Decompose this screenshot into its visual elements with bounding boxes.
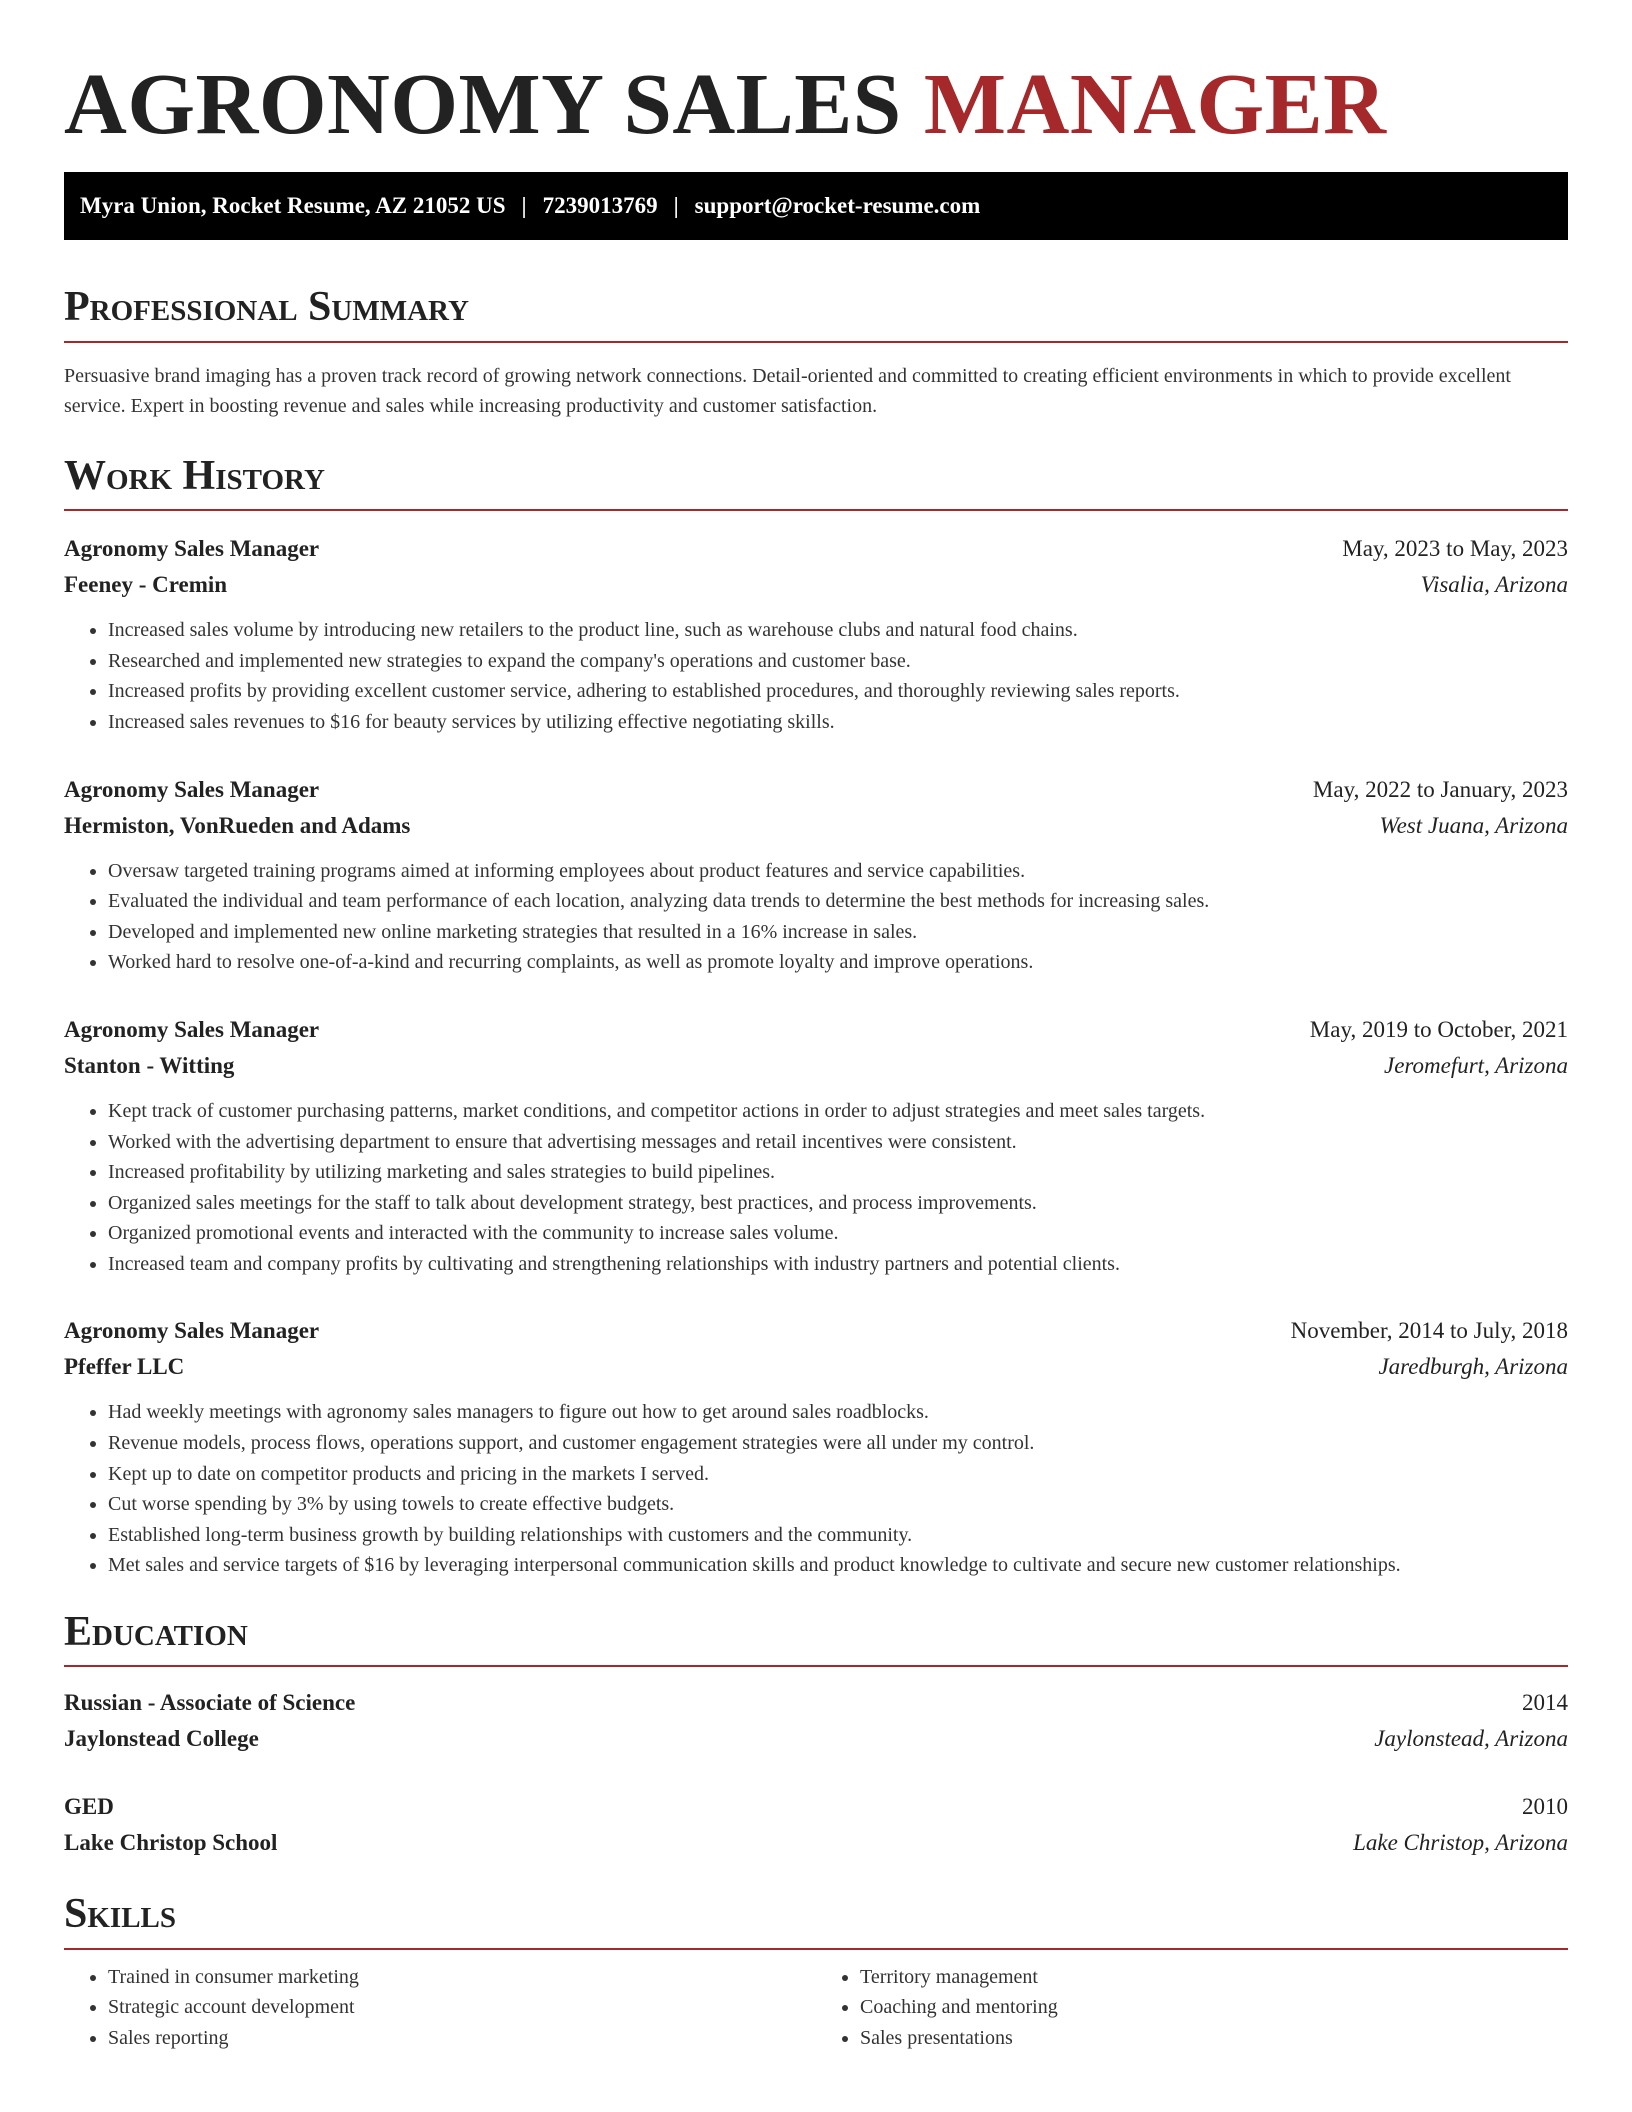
skills-column-right <box>816 1962 1568 2054</box>
job-bullet: • Worked with the advertising department to ensure that advertising messages and retail incentives were consistent. <box>108 1127 1568 1158</box>
job-location: Visalia, Arizona <box>1420 572 1568 598</box>
job-bullet: • Researched and implemented new strategies to expand the company's operations and customer base. <box>108 646 1568 677</box>
job-bullet: • Worked hard to resolve one-of-a-kind and recurring complaints, as well as promote loyalty and improve operations. <box>108 947 1568 978</box>
title-main: AGRONOMY SALES <box>64 55 902 152</box>
job-title: Agronomy Sales Manager <box>64 1016 320 1042</box>
work-history-heading: Work History <box>64 451 1568 511</box>
education-location: Jaylonstead, Arizona <box>1374 1726 1568 1752</box>
education-location: Lake Christop, Arizona <box>1353 1830 1568 1856</box>
job-bullet: • Organized sales meetings for the staff to talk about development strategy, best practices, and process improvements. <box>108 1188 1568 1219</box>
skill-item: • Sales reporting <box>108 2023 816 2054</box>
title-accent: MANAGER <box>923 55 1387 152</box>
job-location: West Juana, Arizona <box>1379 812 1568 838</box>
job-bullet: • Increased profits by providing excellent customer service, adhering to established procedures, and thoroughly reviewing sales reports. <box>108 676 1568 707</box>
education-year: 2014 <box>1522 1690 1568 1716</box>
job-bullet: • Kept track of customer purchasing patterns, market conditions, and competitor actions in order to adjust strategies and meet sales targets. <box>108 1096 1568 1127</box>
job-bullet: • Evaluated the individual and team performance of each location, analyzing data trends to determine the best methods for increasing sales. <box>108 886 1568 917</box>
skills-column-left <box>64 1962 816 2054</box>
education-year: 2010 <box>1522 1794 1568 1820</box>
job-header-row <box>64 1012 1568 1048</box>
job-company: Feeney - Cremin <box>64 572 228 598</box>
job-bullet: • Revenue models, process flows, operations support, and customer engagement strategies were all under my control. <box>108 1428 1568 1459</box>
job-bullet: • Had weekly meetings with agronomy sales managers to figure out how to get around sales roadblocks. <box>108 1397 1568 1428</box>
job-company-row <box>64 1048 1568 1084</box>
job-title: Agronomy Sales Manager <box>64 1318 320 1344</box>
education-degree-row <box>64 1685 1568 1721</box>
education-school-row <box>64 1721 1568 1757</box>
job-bullet: • Organized promotional events and interacted with the community to increase sales volume. <box>108 1218 1568 1249</box>
job-dates: May, 2023 to May, 2023 <box>1342 536 1568 562</box>
skills-heading: Skills <box>64 1889 1568 1949</box>
job-company: Stanton - Witting <box>64 1052 235 1078</box>
education-heading: Education <box>64 1607 1568 1667</box>
job-company: Hermiston, VonRueden and Adams <box>64 812 411 838</box>
page-title <box>64 52 1568 156</box>
job-location: Jaredburgh, Arizona <box>1378 1354 1568 1380</box>
job-company-row <box>64 567 1568 603</box>
job-bullet: • Established long-term business growth by building relationships with customers and the community. <box>108 1520 1568 1551</box>
job-bullet: • Increased sales volume by introducing new retailers to the product line, such as warehouse clubs and natural food chains. <box>108 615 1568 646</box>
job-bullets <box>64 1397 1568 1581</box>
contact-address: Myra Union, Rocket Resume, AZ 21052 US <box>80 193 506 219</box>
skill-item: • Territory management <box>860 1962 1568 1993</box>
job-bullet: • Increased profitability by utilizing marketing and sales strategies to build pipelines. <box>108 1157 1568 1188</box>
education-degree: GED <box>64 1794 114 1820</box>
job-company: Pfeffer LLC <box>64 1354 185 1380</box>
job-entry <box>64 531 1568 737</box>
contact-bar <box>64 172 1568 240</box>
education-entry <box>64 1685 1568 1757</box>
job-entry <box>64 1313 1568 1581</box>
job-header-row <box>64 772 1568 808</box>
contact-separator: | <box>673 193 679 219</box>
summary-heading: Professional Summary <box>64 282 1568 342</box>
job-bullet: • Increased sales revenues to $16 for beauty services by utilizing effective negotiating skills. <box>108 707 1568 738</box>
job-dates: May, 2019 to October, 2021 <box>1309 1016 1568 1042</box>
job-bullet: • Oversaw targeted training programs aimed at informing employees about product features and service capabilities. <box>108 856 1568 887</box>
skill-item: • Trained in consumer marketing <box>108 1962 816 1993</box>
job-location: Jeromefurt, Arizona <box>1384 1052 1568 1078</box>
job-bullet: • Cut worse spending by 3% by using towels to create effective budgets. <box>108 1489 1568 1520</box>
skill-item: • Strategic account development <box>108 1992 816 2023</box>
education-school: Jaylonstead College <box>64 1726 259 1752</box>
job-header-row <box>64 1313 1568 1349</box>
job-header-row <box>64 531 1568 567</box>
skill-item: • Sales presentations <box>860 2023 1568 2054</box>
job-bullet: • Increased team and company profits by cultivating and strengthening relationships with industry partners and potential clients. <box>108 1249 1568 1280</box>
contact-email: support@rocket-resume.com <box>694 193 981 219</box>
education-list <box>64 1685 1568 1861</box>
education-school: Lake Christop School <box>64 1830 278 1856</box>
job-dates: November, 2014 to July, 2018 <box>1290 1318 1568 1344</box>
job-bullets <box>64 856 1568 978</box>
education-degree-row <box>64 1789 1568 1825</box>
job-company-row <box>64 1349 1568 1385</box>
job-title: Agronomy Sales Manager <box>64 776 320 802</box>
job-entry <box>64 772 1568 978</box>
education-degree: Russian - Associate of Science <box>64 1690 356 1716</box>
education-entry <box>64 1789 1568 1861</box>
contact-phone: 7239013769 <box>542 193 658 219</box>
work-history-list <box>64 531 1568 1581</box>
skills-list <box>64 1962 1568 2054</box>
job-bullets <box>64 615 1568 737</box>
job-entry <box>64 1012 1568 1280</box>
summary-text: Persuasive brand imaging has a proven track record of growing network connections. Detail-oriented and committed to creating efficient environments in which to provide excellent service. Expert in boosting revenue and sales while increasing productivity and customer satisfaction. <box>64 364 1511 417</box>
job-company-row <box>64 808 1568 844</box>
education-school-row <box>64 1825 1568 1861</box>
contact-separator: | <box>521 193 527 219</box>
job-bullet: • Developed and implemented new online marketing strategies that resulted in a 16% increase in sales. <box>108 917 1568 948</box>
job-dates: May, 2022 to January, 2023 <box>1312 776 1568 802</box>
job-title: Agronomy Sales Manager <box>64 536 320 562</box>
job-bullets <box>64 1096 1568 1280</box>
skill-item: • Coaching and mentoring <box>860 1992 1568 2023</box>
job-bullet: • Kept up to date on competitor products and pricing in the markets I served. <box>108 1459 1568 1490</box>
job-bullet: • Met sales and service targets of $16 by leveraging interpersonal communication skills and product knowledge to cultivate and secure new customer relationships. <box>108 1550 1568 1581</box>
